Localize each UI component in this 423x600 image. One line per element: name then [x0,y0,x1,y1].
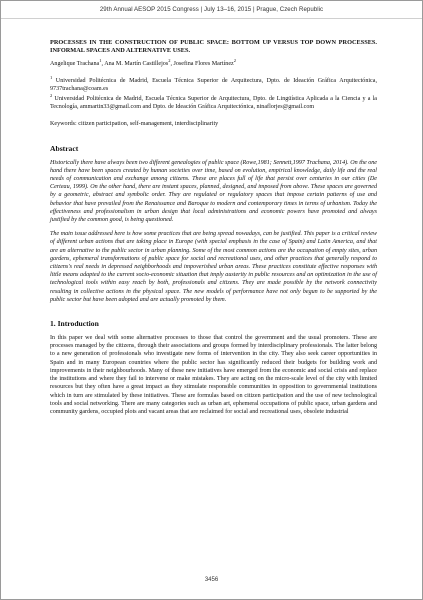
running-title: 29th Annual AESOP 2015 Congress | July 13–16, 2015 | Prague, Czech Republic [99,6,324,13]
author-separator: , [101,61,105,68]
introduction-paragraph: In this paper we deal with some alternative processes to those that control the government and the usual promoters. These are processes managed by the citizens, through their associations and groups formed by interdisciplinary professionals. The latter belong to a new generation of professionals who investigate new forms of intervention in the city. They also seek career opportunities in Spain and in many European countries where the public sector has significantly reduced their budgets for building work and improvements in their neighbourhoods. Many of these new initiatives have emerged from the economic and social crisis and replace the institutions and where they fail to intervene or make mistakes. They are acting on the micro-scale level of the city with limited resources but they often have a great impact as they stimulate responsible communities in opposition to governmental institutions which in turn are stimulated by these initiatives. These are formulas based on citizen participation and the use of new technological tools and social networking. There are many categories such as urban art, ephemeral occupations of public space, urban gardens and community gardens, occupied plots and vacant areas that are reclaimed for social and recreational uses, obsolete industrial [50,335,377,415]
affiliation-marker: 1 [50,74,53,80]
affiliation-text: Universidad Politécnica de Madrid, Escuela Técnica Superior de Arquitectura, Dpto. de Ideación Gráfica Arquitectónica, 9737trachana@coam.es [50,77,377,92]
author-affiliation-marker: 2 [233,58,236,64]
keywords: Keywords: citizen participation, self-management, interdisciplinarity [50,121,219,128]
author-name: Angelique Trachana [50,61,100,68]
introduction-heading: 1. Introduction [50,319,99,329]
paper-body [50,39,377,416]
conference-header [1,1,422,19]
page-number: 3456 [204,577,219,583]
author-list [50,60,377,68]
abstract-paragraph: Historically there have always been two different genealogies of public space (Rowe,1981; Sennett,1997 Trachana, 2014). On the one hand there have been spaces created by human societies over time, based on evolution, empirical knowledge, daily life and the real needs of communication and exchange among citizens. These are places full of life that persist over centuries in our cities (De Certeau, 1999). On the other hand, there are instant spaces, planned, designed, and imposed from above. These spaces are governed by a geometric, abstract and symbolic order. They are regulated or regulatory spaces that impose certain patterns of use and behavior that have prevailed from the Renaissance and Baroque to modern and contemporary times in terms of urbanism. Today the effectiveness and professionalism in urban design that local administrations and economic powers have promoted and always justified by the common good, is being questioned. [50,159,377,224]
author-name: Josefina Flores Martínez [173,61,234,68]
author-name: Ana M. Martín Castillejos [104,61,169,68]
author-affiliation-marker: 2 [168,58,171,64]
abstract-heading: Abstract [50,143,79,153]
author-separator: , [170,61,174,68]
affiliation-marker: 2 [50,92,53,98]
page-footer [1,577,422,583]
abstract [50,159,377,304]
affiliation [50,92,377,111]
affiliation [50,74,377,93]
abstract-paragraph: The main issue addressed here is how some practices that are being spread nowadays, can be justified. This paper is a critical review of different urban actions that are taking place in Europe (with special emphasis in the case of Spain) and Latin America, and that are an alternative to the public sector in urban planning. Some of the most common actions are the occupation of empty sites, urban gardens, ephemeral transformations of public space for social and recreational uses, and other practices that generally respond to citizens's real needs in depressed neighborhoods and impoverished urban areas. These practices constitute effective responses with little means adapted to the current socio-economic situation that imply austerity in public resources and an optimization in the use of technological tools within easy reach by both, professionals and citizens. They are made possible by the network connectivity resulting in collective actions in the physical space. The new models of performance have not only begun to be supported by the public sector but have been adopted and are actually promoted by them. [50,231,377,303]
paper-title: PROCESSES IN THE CONSTRUCTION OF PUBLIC SPACE: BOTTOM UP VERSUS TOP DOWN PROCESSES. INFORMAL SPACES AND ALTERNATIVE USES. [50,39,377,55]
affiliation-text: Universidad Politécnica de Madrid, Escuela Técnica Superior de Arquitectura, Dpto. de Lingüística Aplicada a la Ciencia y a la Tecnología, ammartin33@gmail.com and Dpto. de Ideación Gráfica Arquitectónica, ninaflorjes@gmail.com [50,96,377,111]
introduction [50,334,377,416]
author-affiliation-marker: 1 [99,58,102,64]
